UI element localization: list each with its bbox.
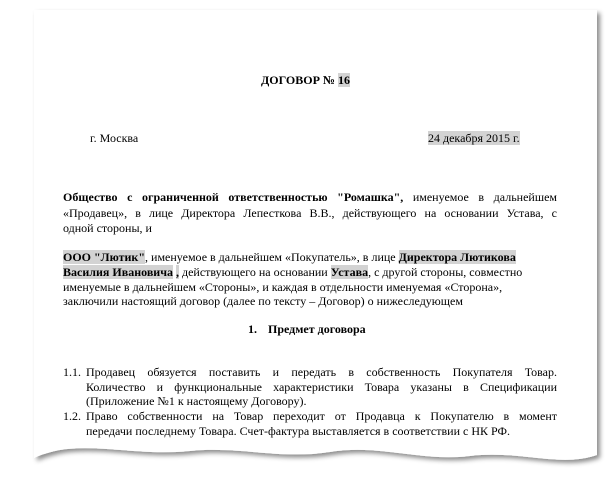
buyer-director-b: Василия Ивановича — [63, 265, 173, 279]
item-1-2-line-2: передачи последнему Товара. Счет-фактура выставляется в соответствии с НК РФ. — [86, 424, 510, 438]
contract-number: 16 — [338, 73, 350, 87]
item-1-2-line-1: Право собственности на Товар переходит от Продавца к Покупателю в момент — [86, 409, 557, 423]
buyer-line-3: именуемые в дальнейшем «Стороны», и каждая в отдельности именуемая «Сторона», — [63, 280, 503, 294]
city: г. Москва — [90, 131, 139, 145]
seller-line-1: Общество с ограниченной ответственностью "Ромашка", именуемое в дальнейшем — [63, 190, 557, 204]
buyer-director-a: Директора Лютикова — [398, 250, 516, 264]
item-1-1-line-3: (Приложение №1 к настоящему Договору). — [86, 394, 307, 408]
title-prefix: ДОГОВОР № — [261, 73, 335, 87]
buyer-charter: Устава — [330, 265, 369, 279]
item-1-1-line-2: Количество и функциональные характеристики Товара указаны в Спецификации — [86, 380, 557, 394]
item-number: 1.2. — [63, 409, 81, 423]
buyer-line-2: Василия Ивановича , действующего на основании Устава, с другой стороны, совместно — [63, 265, 523, 279]
seller-line-2: «Продавец», в лице Директора Лепесткова В.В., действующего на основании Устава, с — [63, 206, 557, 220]
contract-title — [261, 73, 350, 87]
seller-line-3: одной стороны, и — [63, 221, 152, 235]
seller-name: Общество с ограниченной ответственностью "Ромашка", — [63, 190, 404, 204]
section-number: 1. — [248, 322, 257, 336]
buyer-line-1: ООО "Лютик", именуемое в дальнейшем «Покупатель», в лице Директора Лютикова — [63, 250, 516, 264]
item-number: 1.1. — [63, 365, 81, 379]
section-title: Предмет договора — [268, 322, 366, 336]
buyer-line-4: заключили настоящий договор (далее по тексту – Договор) о нижеследующем — [63, 294, 463, 308]
section-1-heading — [248, 322, 366, 336]
contract-date: 24 декабря 2015 г. — [428, 131, 520, 145]
buyer-name: ООО "Лютик" — [63, 250, 146, 264]
item-1-1-line-1: Продавец обязуется поставить и передать в собственность Покупателя Товар. — [86, 365, 557, 379]
